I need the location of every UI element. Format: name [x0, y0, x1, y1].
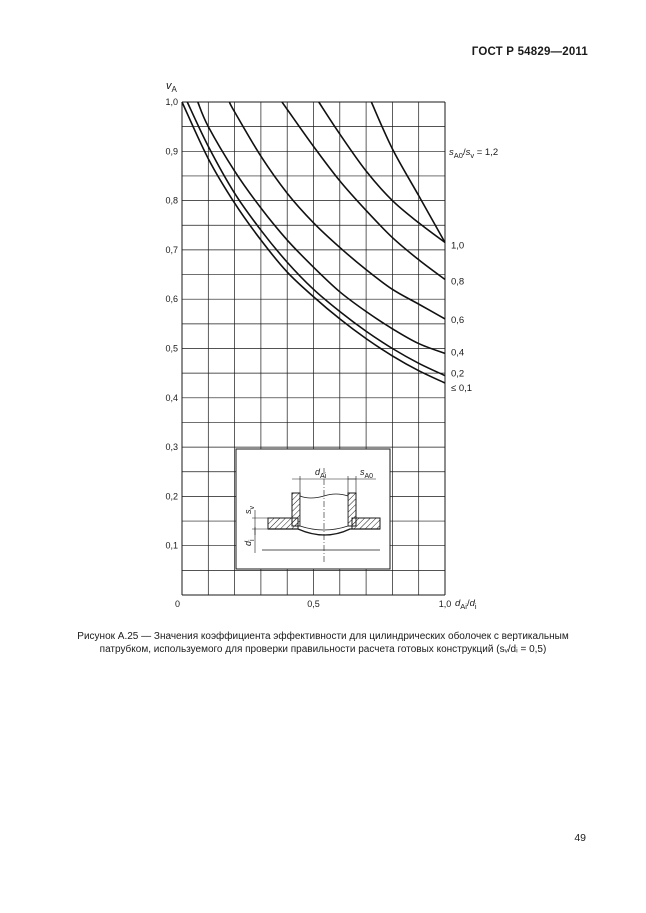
document-header: ГОСТ Р 54829—2011 [471, 46, 588, 58]
figure-caption-line-1: Рисунок А.25 — Значения коэффициента эффективности для цилиндрических оболочек с вертикальным [77, 631, 569, 642]
series-line [319, 102, 445, 243]
y-tick-label: 0,5 [165, 343, 178, 354]
series-end-label: ≤ 0,1 [451, 383, 473, 395]
y-tick-label: 0,8 [165, 195, 178, 206]
series-end-label: 0,6 [451, 314, 465, 326]
series-end-label: 1,0 [451, 240, 465, 252]
series-end-label: 0,2 [451, 368, 465, 380]
inset-label-sv: $s_v$ [243, 506, 256, 514]
x-axis-label: $d_{Ai}/d_i$ [455, 598, 477, 611]
x-tick-label: 1,0 [438, 599, 452, 609]
series-labels [451, 241, 472, 395]
inset-label-sa0: $s_{A0}$ [360, 467, 374, 480]
x-tick-label: 0 [174, 599, 180, 609]
y-axis-label: $v_A$ [166, 80, 177, 94]
series-end-label: 0,4 [451, 347, 465, 359]
y-tick-label: 0,2 [165, 491, 178, 502]
y-tick-label: 0,7 [165, 244, 178, 255]
series-line [371, 102, 445, 243]
x-tick-label: 0,5 [307, 599, 320, 609]
nozzle-diagram-inset [236, 449, 390, 569]
y-tick-label: 0,1 [165, 540, 178, 551]
inset-label-di: $d_i$ [243, 539, 256, 546]
page-number: 49 [574, 832, 586, 844]
y-tick-label: 0,4 [165, 392, 178, 403]
series-end-label: 0,8 [451, 276, 465, 288]
series-line [282, 102, 445, 279]
nozzle-wall-right [348, 493, 356, 526]
nozzle-wall-left [292, 493, 300, 526]
series-line [187, 102, 445, 376]
series-title-label: $s_{A0}/s_v = 1,2$ [449, 147, 499, 160]
figure-caption-line-2: патрубком, используемого для проверки правильности расчета готовых конструкций (sᵥ/dᵢ = 0,5) [99, 644, 547, 655]
inset-label-dai: $d_{Ai}$ [315, 467, 327, 480]
y-tick-label: 0,6 [165, 294, 178, 305]
series-line [229, 102, 445, 319]
y-tick-label: 1,0 [165, 97, 178, 107]
y-tick-label: 0,3 [165, 442, 178, 453]
y-tick-label: 0,9 [165, 146, 178, 157]
